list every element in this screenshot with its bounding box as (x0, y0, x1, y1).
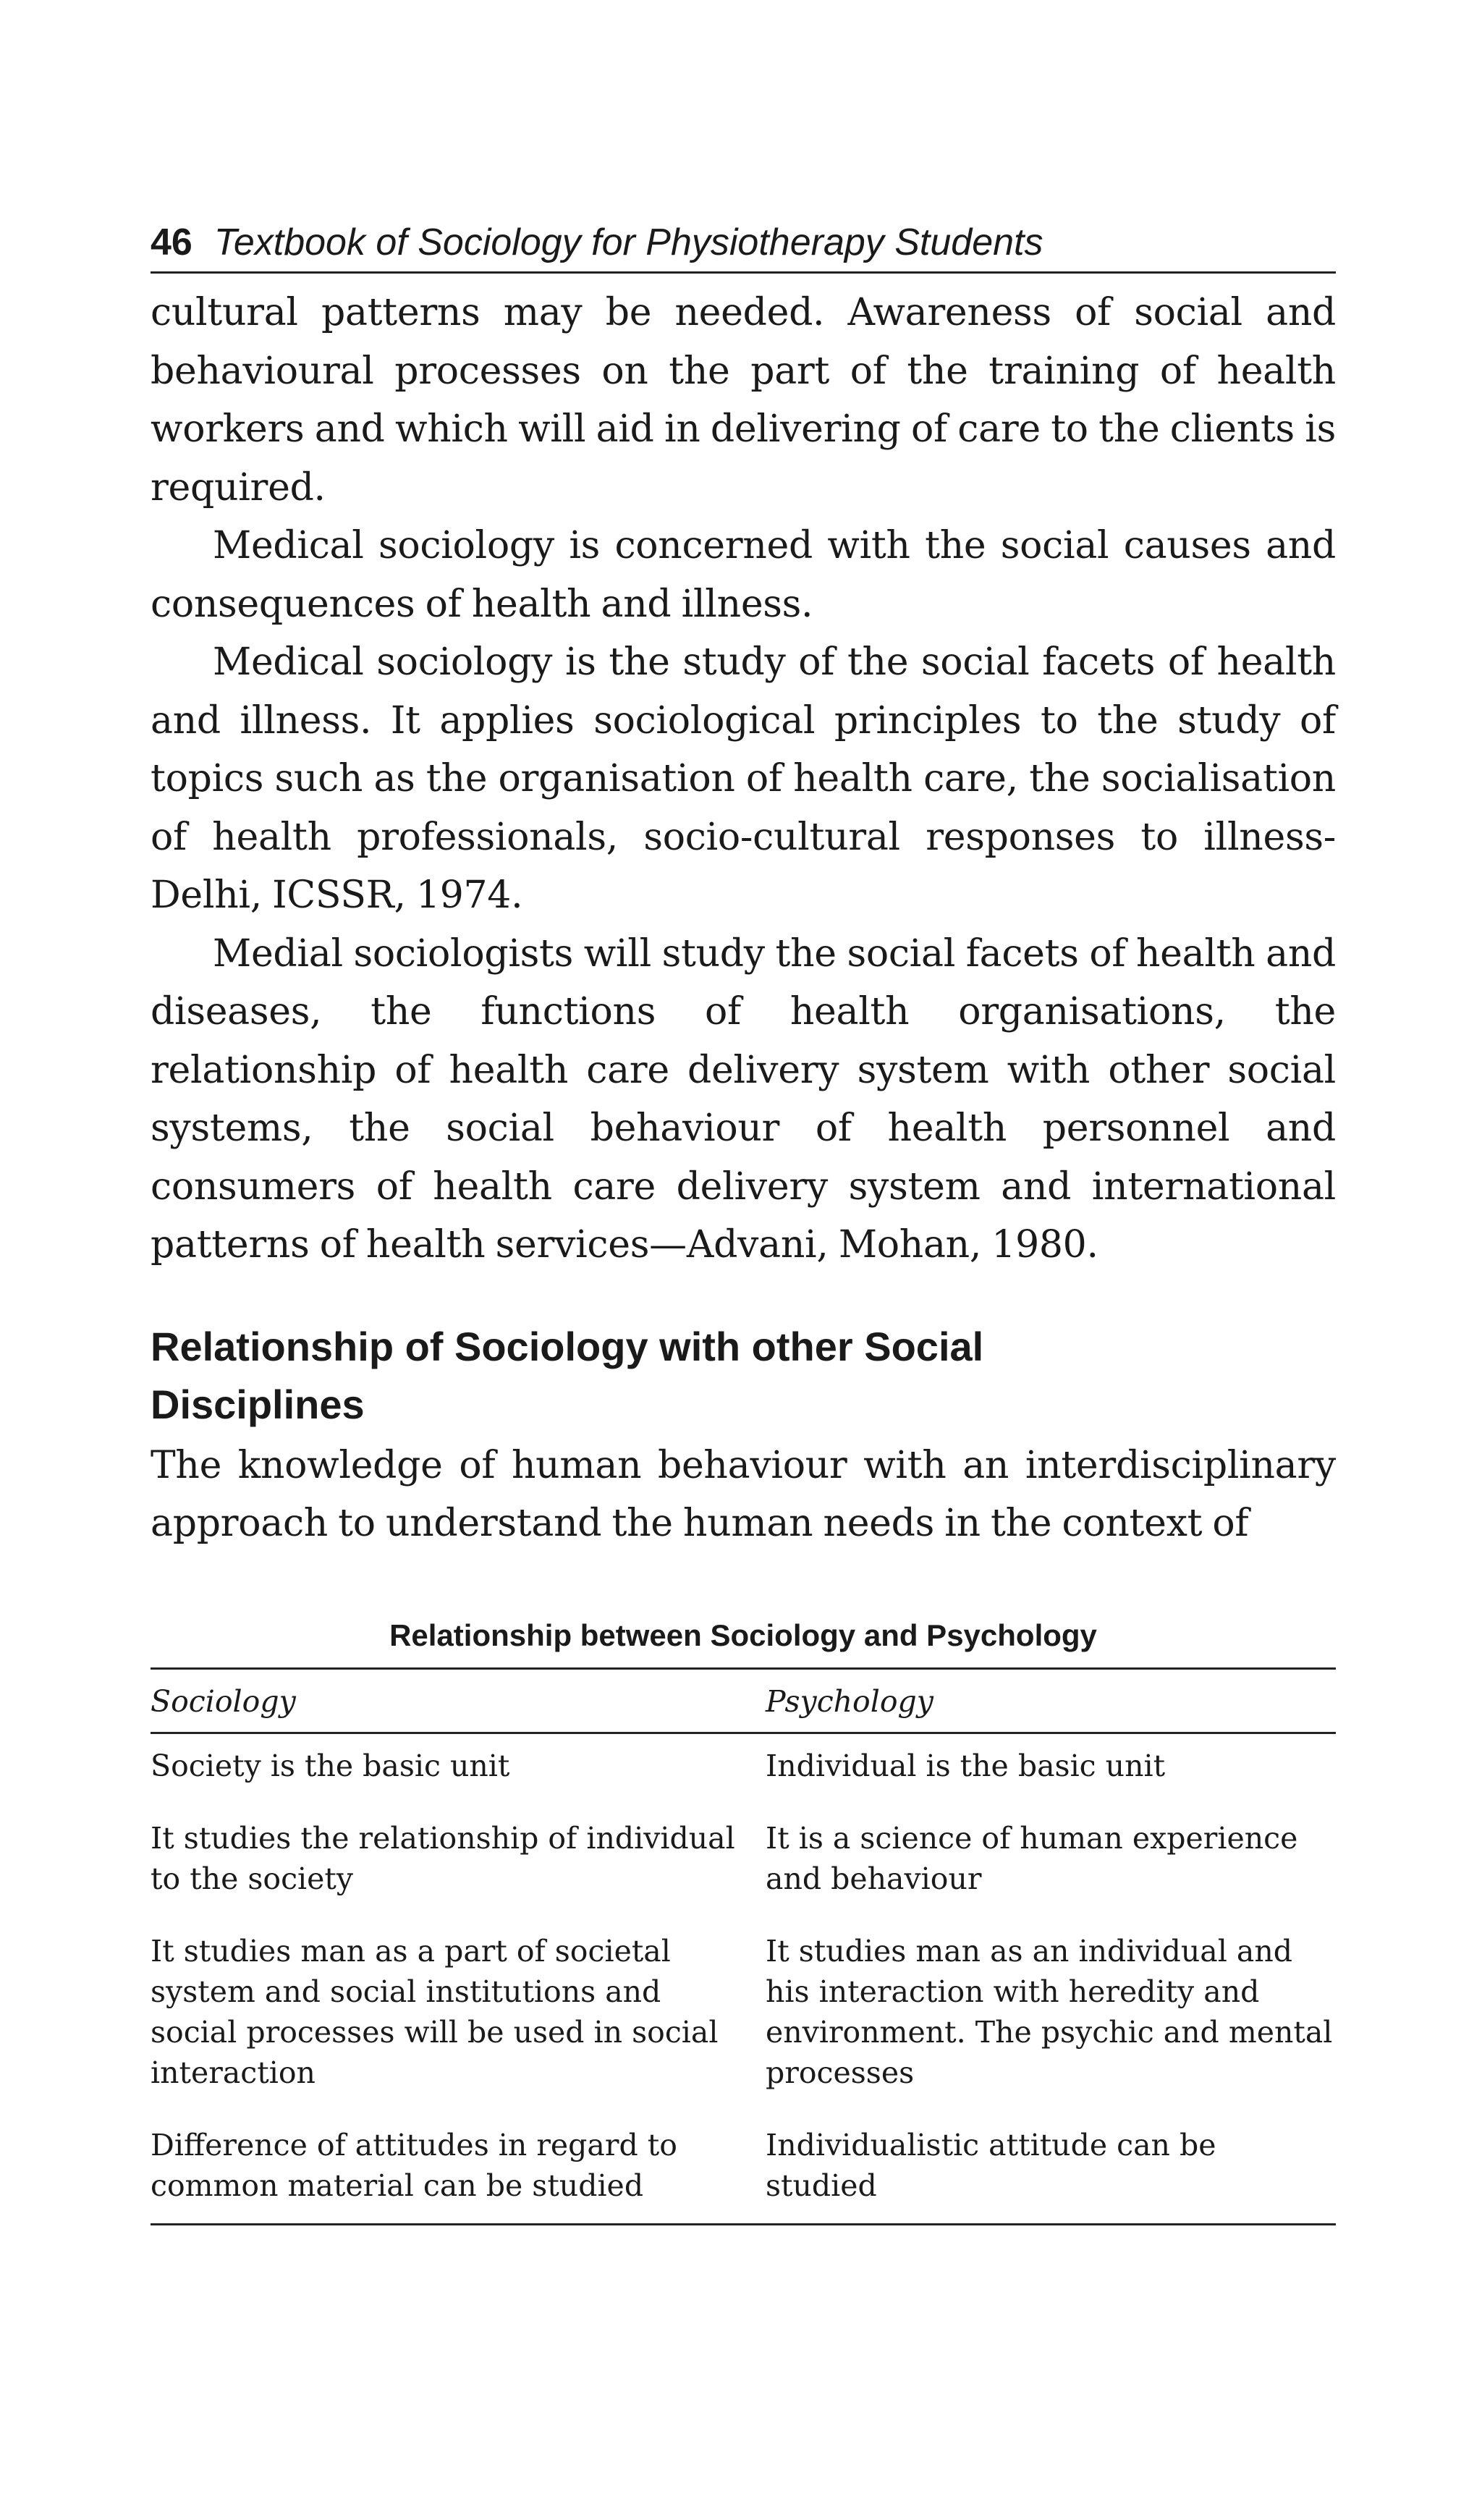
paragraph-medical-sociology-study: Medical sociology is the study of the social facets of health and illness. It applies sociological principles to the study of topics such as the organisation of health care, the socialisation of health professionals, socio-cultural responses to illness-Delhi, ICSSR, 1974. (151, 640, 1336, 917)
comparison-table (151, 1667, 1336, 2225)
table-row (151, 1804, 1336, 1916)
section-heading: Relationship of Sociology with other Social Disciplines (151, 1323, 984, 1427)
table-cell-sociology: Difference of attitudes in regard to common material can be studied (151, 2127, 677, 2203)
table-cell-psychology: Individualistic attitude can be studied (766, 2127, 1216, 2203)
table-row (151, 2110, 1336, 2225)
column-header-psychology: Psychology (766, 1668, 1336, 1733)
page-number: 46 (151, 221, 192, 263)
table-cell-sociology: It studies man as a part of societal system and social institutions and social processes will be used in social interaction (151, 1933, 719, 2090)
paragraph-continuation: cultural patterns may be needed. Awareness of social and behavioural processes on the part of the training of health workers and which will aid in delivering of care to the clients is required. (151, 291, 1336, 510)
paragraph-medical-sociology-definition: Medical sociology is concerned with the social causes and consequences of health and illness. (151, 524, 1336, 626)
table-cell-sociology: It studies the relationship of individual to the society (151, 1820, 735, 1896)
book-title: Textbook of Sociology for Physiotherapy Students (213, 221, 1043, 263)
table-caption: Relationship between Sociology and Psychology (389, 1618, 1097, 1652)
column-header-sociology: Sociology (151, 1668, 766, 1733)
table-cell-psychology: It is a science of human experience and behaviour (766, 1820, 1298, 1896)
table-cell-psychology: It studies man as an individual and his interaction with heredity and environment. The psychic and mental processes (766, 1933, 1333, 2090)
table-cell-sociology: Society is the basic unit (151, 1748, 510, 1783)
page-content (151, 211, 1336, 2225)
table-cell-psychology: Individual is the basic unit (766, 1748, 1166, 1783)
table-row (151, 1733, 1336, 1804)
table-row (151, 1916, 1336, 2110)
paragraph-medical-sociologists: Medial sociologists will study the social facets of health and diseases, the functions of health organisations, the relationship of health care delivery system with other social systems, the social behaviour of health personnel and consumers of health care delivery system and international patterns of health services—Advani, Mohan, 1980. (151, 931, 1336, 1267)
table-header-row (151, 1668, 1336, 1733)
comparison-table-block (151, 1614, 1336, 2225)
running-header (151, 211, 1336, 274)
section-paragraph: The knowledge of human behaviour with an interdisciplinary approach to understand the human needs in the context of (151, 1443, 1336, 1545)
